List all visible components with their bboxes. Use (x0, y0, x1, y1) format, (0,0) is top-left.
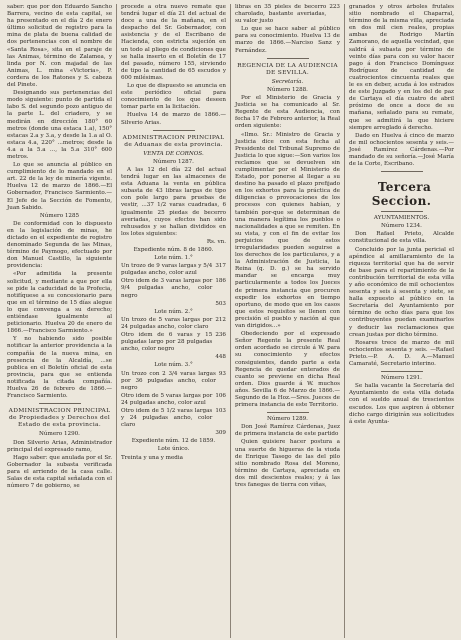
divider (267, 58, 309, 59)
column-4 (345, 4, 458, 638)
lot-total: 503 (215, 300, 226, 307)
lot-total: 309 (215, 430, 226, 437)
lot-title: Lote único. (157, 446, 190, 453)
lot-line: Un trozo de 9 varas largas y 5/4 pulgadas ancho, color azul 317 (121, 263, 226, 277)
court-paragraph: granados y otros árboles frutales sitio nombrado el Chaparral, término de la misma villa, apreciada en dos mil cien reales, propias ambas de Rodrigo Martín Zamorano, de aquella vecindad, que saldrá á subasta por término de veinte días para con su valor hacer pago á don Francisco Domínguez Rodríguez de cantidad de cuatrocientos cincuenta reales que le es en deber, acuda á los estrados de este Juzgado y en los del de paz de Cartaya el día cuatro de abril próximo de once a doce de su mañana, señalado para su remate, que se admitirá la que hiciere siempre arreglado á derecho. (349, 4, 454, 131)
notice-body: Don Silverio Arias, Administrador principal del expresado ramo, (7, 439, 112, 453)
section-heading: ADMINISTRACION PRINCIPAL de Aduanas de esta provincia. (122, 134, 225, 148)
lot-line: Otro idem de 6 varas y 15 pulgadas largo por 28 pulgadas ancho, color negro 236 (121, 332, 226, 353)
notice-body: Por el Ministerio de Gracia y Justicia se ha comunicado al Sr. Regente de esta Audiencia, con fecha 17 de Febrero anterior, la Real orden siguiente: (235, 95, 340, 130)
section-heading: ADMINISTRACION PRINCIPAL de Propiedades y Derechos del Estado de esta provincia. (8, 408, 111, 429)
notice-number: Número 1289. (267, 416, 308, 423)
lot-line: Treinta y una y media (121, 454, 183, 461)
lot-line: Un trozo con 2 3/4 varas largas por 36 pulgadas ancho, color negro 93 (121, 370, 226, 391)
column-1 (3, 4, 117, 638)
lot-total: 448 (215, 354, 226, 361)
divider (381, 211, 423, 212)
lot-line: Un trozo de 5 varas largas por 24 pulgadas ancho, color claro 212 (121, 316, 226, 330)
notice-body: Hago saber: que anulada por el Sr. Gobernador la subasta verificada para el arriendo de la casa calle. Salas de esta capital señalada con el número 7 de gobierno, se (7, 454, 112, 490)
notice-closing: Rosares trece de marzo de mil ochocientos sesenta y seis. —Rafael Prieto.—P. A. D. A.—Manuel Camaraté, Secretario interino. (349, 339, 454, 368)
mine-boundaries-paragraph: Designando sus pertenencias del modo siguiente: punto de partida el labo S. del segundo pozo antiguo de la parte L. del criadero, y se medirán en dirección 180° 60 metros (donde una estaca 1.a), 150° estacas 2.a y 3.a, y desde la 1.a al O. estaca 4.a, 220° ...metros; desde la 4.a a la 5.a ..., la 5.a 310° 600 metros. (7, 90, 112, 160)
section-title: Tercera Seccion. (371, 180, 432, 209)
notice-number: Número 1287. (153, 158, 194, 165)
subsection-heading: VENTA DE CORNOS. (143, 150, 204, 157)
lot-line: libras en 35 pieles de becerro charolado, bastante averiadas, su valor justo 223 (235, 4, 340, 25)
customs-closing: Lo que se hace saber al público para su conocimiento. Huelva 13 de marzo de 1866.—Narciso Sanz y Fernández. (235, 26, 340, 54)
lot-title: Lote núm. 3.° (154, 362, 193, 369)
notice-quote: «Ilmo. Sr.: Ministro de Gracia y Justicia dice con esta fecha al Presidente del Tribunal Supremo de Justicia lo que sigue:—Son varios los reclamos que se devuelven sin cumplimentar por el Ministerio de Estado, por ponerse al llegar a su destino ha pasado el plazo prefijado en los exhortos para la práctica de diligencias o provocaciones de los procesos con quienes habían, y también por-que se determinan de una manera legítima los pueblos o nacionalidades a que se remiten. En su vista, y con el fin de evitar los perjuicios que de estos irregularidades pueden seguirse a los derechos de los particulares, y a la Administración de Justicia, la Reina (q. D. g.) se ha servido mandar se encarga muy particularmente a todos los Jueces de primera instancia que procuren expedir los exhortos en tiempo oportuno, de modo que en los casos que estos requisitos se llenen con precisión el pueblo y nación al que van dirigidos...» (235, 131, 340, 330)
mine-notice-paragraph: saber: que por don Eduardo Sancho Barrera, vecino de esta capital, se ha presentado en el día 2 de enero último solicitud de registro para la mina de plata de buena calidad de dos pertenencias con el nombre de «Santa Rosa», sita en el paraje de las Animas, término de Zalamea, y linda por N. con majadal de las Animas, L. mina «Victoria», P. cordera de los Ratones y S. cabeza del Pinete. (7, 4, 112, 89)
expediente-heading: Expediente núm. 12 de 1859. (131, 438, 216, 445)
notice-quote: «Por admitida la presente solicitud, y mediante a que por ella se pide la caducidad de la Profecia, notifíquese a su concesionario para que en el término de 15 días alegue lo que convenga a su derecho; entiéndase igualmente al peticionario. Huelva 20 de enero de 1866.—Francisco Sarmiento.» (7, 271, 112, 335)
notice-number: Número 1290. (39, 431, 80, 438)
column-3 (231, 4, 345, 638)
notice-number: Número 1288. (267, 86, 308, 93)
divider (267, 412, 309, 413)
notice-closing: Y no habiendo sido posible notificar la anterior providencia a la compañía de la nueva mina, en presencia de la Alcaldía, ...se publica en el Boletín oficial de esta provincia, para que se entienda notificada la citada compañía. Huelva 26 de febrero de 1866.—Francisco Sarmiento. (7, 336, 112, 400)
lot-line: Otro idem de 3 varas largas por 9/4 pulgadas ancho, color negro 186 (121, 278, 226, 299)
divider (381, 371, 423, 372)
auction-paragraph: procede a otra nuevo remate que tendrá lugar el día 21 del actual de doce a una de la mañana, en el despacho del Sr. Gobernador, con asistencia y de el Escribano de Hacienda, con estricta sujeción en un todo al pliego de condiciones que se halla inserto en el Boletín de 17 del pasado, número 155, sirviendo de tipo la cantidad de 65 escudos y 600 milésimas. (121, 4, 226, 81)
auction-signature: Huelva 14 de marzo de 1866.—Silverio Arias. (121, 112, 226, 126)
lot-title: Lote núm. 2.° (154, 308, 193, 315)
column-2 (117, 4, 231, 638)
divider (39, 403, 81, 404)
divider (153, 130, 195, 131)
expediente-heading: Expediente núm. 8 de 1860. (133, 247, 214, 253)
notice-number: Número 1285 (39, 212, 80, 219)
notice-body: Concluido por la junta pericial el apéndice al amillaramiento de la riqueza territorial que ha de servir de base para el repartimiento de la contribución territorial de esta villa y año económico de mil ochocientos sesenta y seis á sesenta y siete, se halla expuesto al público en la Secretaría del Ayuntamiento por término de ocho días para que los contribuyentes puedan examinarlos y deducir las reclamaciones que crean justas por dicho término. (349, 246, 454, 338)
notice-body: De conformidad con lo dispuesto en la legislación de minas, he dictado en el expediente de registro denominado Segunda de las Minas, término de Paymogo, efectuado por don Manuel Castillo, la siguiente providencia: (7, 220, 112, 270)
mine-announcement-paragraph: Lo que se anuncia al público en cumplimiento de lo mandado en el art. 22 de la ley de minería vigente. Huelva 12 de marzo de 1866.—El Gobernador, Francisco Sarmiento.—El Jefe de la Sección de Fomento, Juan Sabido. (7, 162, 112, 211)
notice-number: Número 1234. (381, 223, 422, 230)
lot-line: Otro idem de 5 varas largas por 24 pulgadas ancho, color azul 106 (121, 392, 226, 406)
notice-body: Se halla vacante la Secretaría del Ayuntamiento de esta villa dotada con el sueldo anual de trescientos escudos. Los que aspiren á obtener dicho cargo dirigirán sus solicitudes á este Ayunta- (349, 383, 454, 425)
section-heading: AYUNTAMIENTOS. (373, 215, 430, 222)
auction-paragraph: Lo que de dispuesto se anuncia en este periódico oficial para conocimiento de los que deseen tomar parte en la licitación. (121, 83, 226, 111)
notice-body: Don José Ramírez Cárdenas, Juez de primera instancia de este partido (235, 424, 340, 438)
notice-number: Número 1291. (381, 375, 422, 382)
notice-body: Don Rafael Prieto, Alcalde constitucional de esta villa. (349, 231, 454, 245)
subsection-heading: Secretaría. (271, 78, 304, 85)
currency-label: Rs. vn. (206, 238, 226, 245)
notice-body: Quien quisiere hacer postura a una suerte de higueras de la viuda de Enrique Tasego de las del pilo sitio nombrado Rosa del Moreno, término de Cartaya, apreciada en dos mil descientos reales; y á las tres fanegas de tierra con viñas, (235, 439, 340, 488)
divider (381, 171, 423, 172)
court-signature: Dado en Huelva á cinco de marzo de mil ochocientos sesenta y seis.—José Ramírez Cárdenas.—Por mandado de su señoría.—José María de la Corte, Escribano. (349, 132, 454, 168)
lot-line: Otro idem de 5 1/2 varas largas y 24 pulgadas ancho, color claro 103 (121, 407, 226, 429)
notice-body: A las 12 del día 22 del actual tendrá lugar en las almacenes de esta Aduana la venta en pública subasta de 43 libras largas de tipo con pole largo para pruebas de vestir, ...37 1/2 varas cuadradas, 6 igualmente 25 piedas de becerro averiadas, cuyos efectos han sido rehusados y se hallan divididos en los lotes siguientes: (121, 166, 226, 237)
notice-closing: Obedeciendo por el expresado Señor Regente la presente Real orden acordado se circule á W. para su conocimiento y efectos consiguientes, dando parte a esta Regencia de quedar enterados de cuanto se previene en dicha Real orden. Dios guarde á W. muchos años. Sevilla 6 de Marzo de 1866.—Segundo de la Hoz.—Sres. Jueces de primera instancia de este Territorio. (235, 331, 340, 409)
section-heading: REGENCIA DE LA AUDIENCIA DE SEVILLA. (237, 62, 338, 76)
lot-title: Lote núm. 1.° (154, 255, 193, 262)
